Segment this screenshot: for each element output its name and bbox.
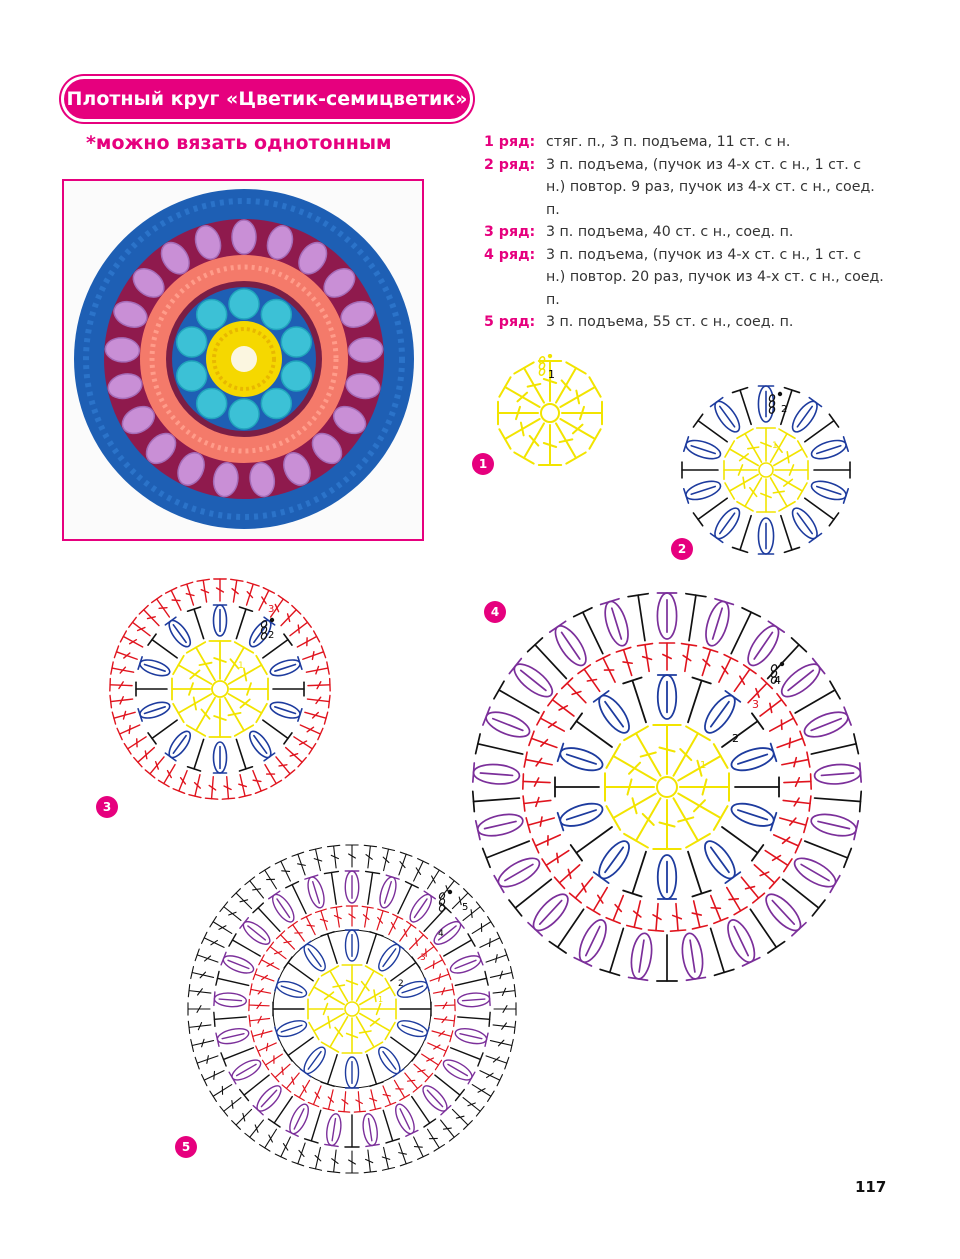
row-text: 3 п. подъема, 55 ст. с н., соед. п. — [546, 314, 794, 330]
crochet-diagram-2 — [676, 380, 856, 560]
magic-ring — [759, 463, 773, 477]
page-title: Плотный круг «Цветик-семицветик» — [61, 76, 473, 122]
crochet-diagram-4 — [470, 590, 864, 984]
magic-ring — [657, 777, 677, 797]
row-number-label: 2 — [398, 979, 404, 989]
instruction-row-1 — [484, 131, 884, 154]
chain-marks — [260, 620, 267, 640]
crochet-diagram-5 — [176, 842, 528, 1176]
row-label: 2 ряд: — [484, 156, 536, 173]
row-number-label: 1 — [772, 441, 778, 451]
row-number-label: 3 — [420, 953, 426, 963]
chain-marks — [768, 394, 775, 414]
row-text: 3 п. подъема, 40 ст. с н., соед. п. — [546, 224, 794, 240]
page-number: 117 — [855, 1178, 887, 1196]
instruction-row-2 — [484, 154, 884, 222]
chain-marks — [438, 892, 445, 912]
row-number-label: 1 — [238, 661, 244, 671]
row-number-label: 2 — [732, 732, 739, 745]
instruction-row-4 — [484, 244, 884, 312]
magic-ring — [212, 681, 228, 697]
diagram-badge-5: 5 — [175, 1136, 197, 1158]
row-number-label: 2 — [268, 630, 275, 641]
cluster-ring — [136, 605, 304, 773]
row-number-label: 1 — [548, 368, 555, 381]
diagram-badge-4: 4 — [484, 601, 506, 623]
double-crochet-ring — [308, 965, 396, 1053]
row-label: 4 ряд: — [484, 246, 536, 263]
double-crochet-ring — [605, 725, 729, 849]
row-number-label: 2 — [781, 404, 788, 415]
row-label: 3 ряд: — [484, 224, 536, 240]
crochet-circle-image — [64, 181, 422, 539]
row-number-label: 3 — [268, 604, 275, 615]
row-number-label: 3 — [752, 698, 759, 711]
row-number-label: 4 — [438, 929, 444, 939]
diagram-badge-2: 2 — [671, 538, 693, 560]
cluster-ring — [555, 675, 779, 899]
row-text: 3 п. подъема, (пучок из 4-х ст. с н., 1 ст. с н.) повтор. 9 раз, пучок из 4-х ст. с н., соед. п. — [546, 156, 875, 218]
instruction-row-5 — [484, 311, 884, 334]
row-text: стяг. п., 3 п. подъема, 11 ст. с н. — [546, 134, 791, 150]
row-label: 1 ряд: — [484, 134, 536, 150]
crochet-diagram-1 — [486, 354, 614, 472]
chain-marks — [538, 356, 545, 376]
double-crochet-ring — [172, 641, 268, 737]
diagram-badge-1: 1 — [472, 453, 494, 475]
row-label: 5 ряд: — [484, 314, 536, 330]
row-number-label: 1 — [700, 760, 707, 771]
cluster-ring — [682, 386, 850, 554]
cluster-ring — [273, 930, 431, 1088]
subtitle: *можно вязать однотонным — [86, 132, 392, 154]
row-text: 3 п. подъема, (пучок из 4-х ст. с н., 1 ст. с н.) повтор. 20 раз, пучок из 4-х ст. с н., соед. п. — [546, 246, 884, 308]
instruction-row-3 — [484, 221, 884, 244]
row-number-label: 5 — [462, 902, 469, 913]
magic-ring — [541, 404, 559, 422]
row-number-label: 1 — [378, 995, 384, 1004]
row-number-label: 4 — [774, 674, 781, 687]
magic-ring — [345, 1002, 359, 1016]
diagram-badge-3: 3 — [96, 796, 118, 818]
instructions — [484, 131, 884, 334]
double-crochet-ring — [724, 428, 808, 512]
crochet-photo — [62, 179, 424, 541]
crochet-diagram-3 — [98, 578, 342, 800]
